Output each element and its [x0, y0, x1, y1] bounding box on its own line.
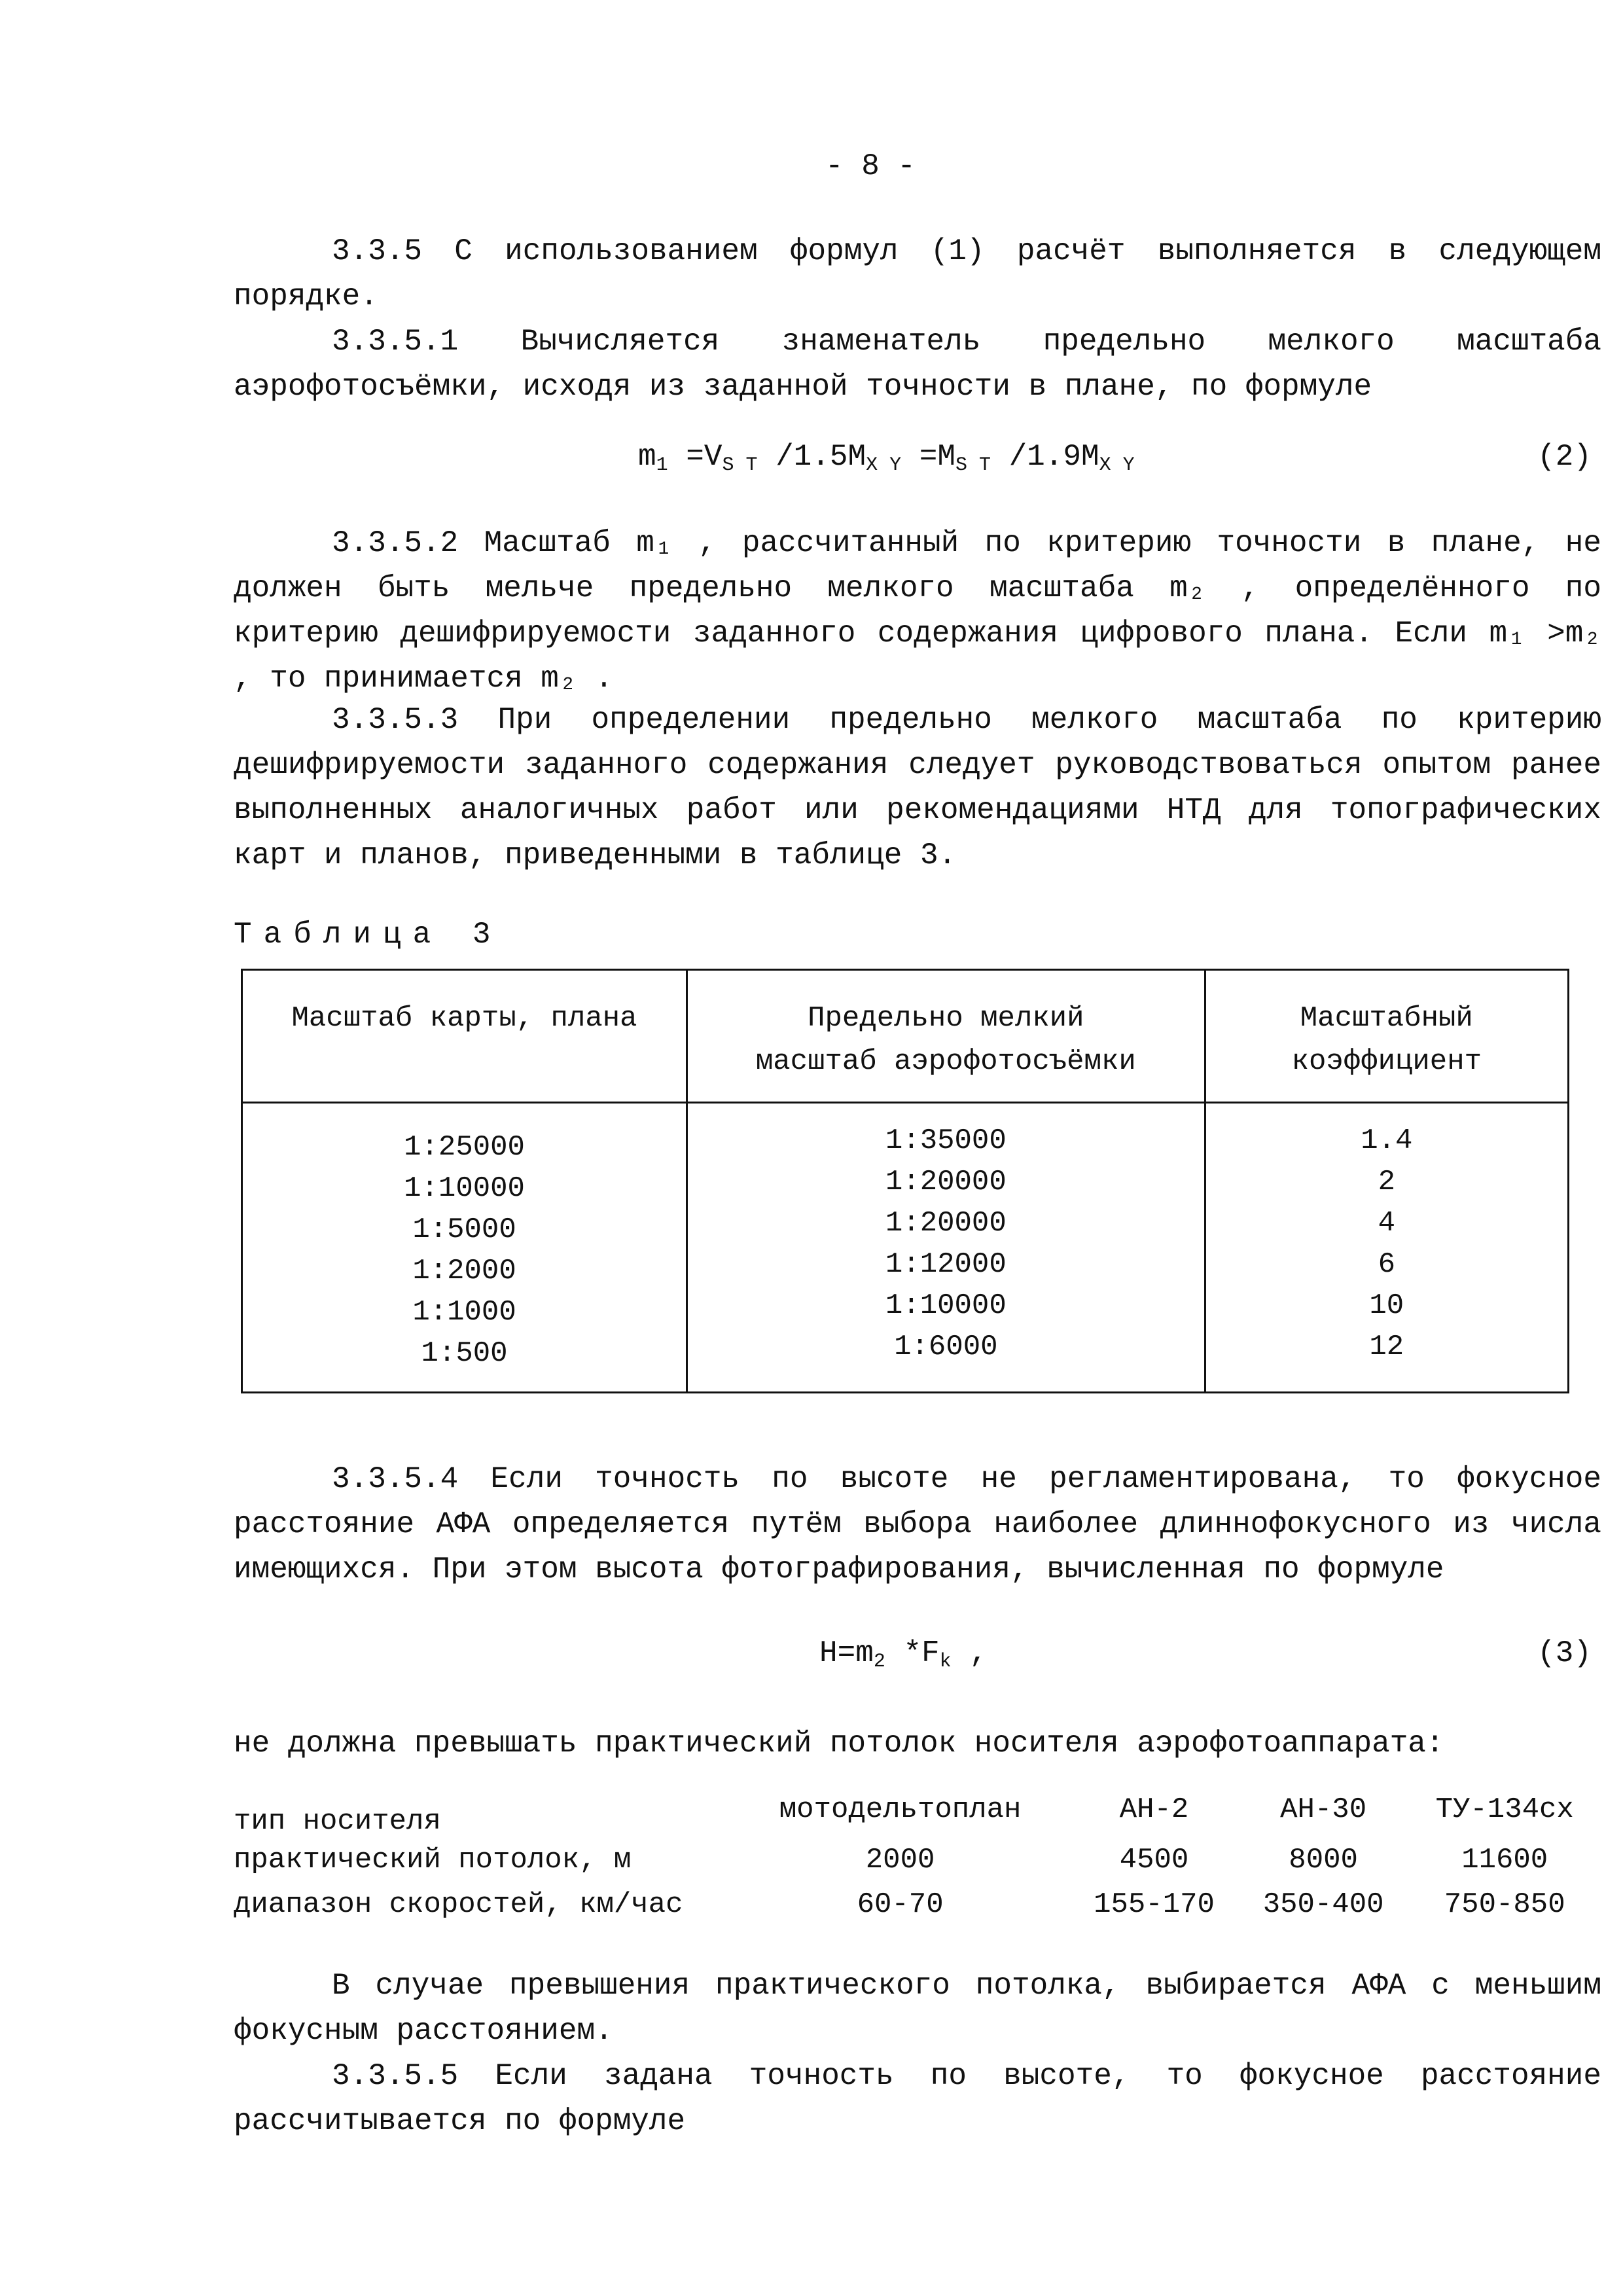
- label-speed-range: диапазон скоростей, км/час: [234, 1888, 683, 1921]
- formula-3-number: (3): [1537, 1636, 1592, 1670]
- paragraph-text: 3.3.5 С использованием формул (1) расчёт выполняется в следующем порядке.: [234, 234, 1601, 314]
- table-cell: 1:20000: [885, 1166, 1007, 1198]
- paragraph-3-3-5-4: [234, 1457, 1601, 1592]
- formula-2-number: (2): [1537, 440, 1592, 474]
- formula-3: $H=m_2$ $*F_k$ ,: [819, 1636, 988, 1673]
- table-cell: 1:20000: [885, 1207, 1007, 1240]
- paragraph-text: 3.3.5.5 Если задана точность по высоте, то фокусное расстояние рассчитывается по формуле: [234, 2059, 1601, 2138]
- table-cell: 1:1000: [412, 1296, 516, 1329]
- table-cell: 1:12000: [885, 1248, 1007, 1281]
- photo-scale-column: [687, 1103, 1205, 1393]
- carrier-ceiling: 11600: [1461, 1844, 1548, 1876]
- paragraph-text: 3.3.5.2 Масштаб m₁ , рассчитанный по критерию точности в плане, не должен быть мельче предельно мелкого масштаба m₂ , определённого по критерию дешифрируемости заданного содержания цифрового плана. Если m₁ >m₂ , то принимается m₂ .: [234, 526, 1601, 696]
- table-cell: 12: [1369, 1331, 1404, 1363]
- formula-2: $m_1 =V_{S T}$ $/1.5M_{X Y} =M_{S T}$ $/1.9M_{X Y}$: [638, 440, 1135, 476]
- table-header-row: [242, 970, 1569, 1103]
- table-cell: 1:10000: [404, 1172, 525, 1205]
- table-cell: 1:35000: [885, 1124, 1007, 1157]
- carrier-ceiling: 2000: [865, 1844, 935, 1876]
- table-cell: 1:10000: [885, 1289, 1007, 1322]
- table-cell: 6: [1378, 1248, 1395, 1281]
- coefficient-column: [1205, 1103, 1568, 1393]
- carrier-ceiling-row: [234, 1838, 1601, 1882]
- carrier-type: АН-30: [1280, 1793, 1367, 1826]
- carrier-ceiling: 8000: [1289, 1844, 1358, 1876]
- paragraph-3-3-5-1: [234, 319, 1601, 410]
- carrier-type: АН-2: [1119, 1793, 1189, 1826]
- table-cell: 1:6000: [894, 1331, 998, 1363]
- header-map-scale: Масштаб карты, плана: [242, 970, 687, 1103]
- table-3-caption: Таблица 3: [234, 918, 503, 952]
- table-cell: 1:5000: [412, 1213, 516, 1246]
- carrier-speed: 350-400: [1262, 1888, 1384, 1921]
- table-body-row: [242, 1103, 1569, 1393]
- table-cell: 1:25000: [404, 1131, 525, 1164]
- label-carrier-type: тип носителя: [234, 1805, 441, 1838]
- paragraph-3-3-5-3: [234, 698, 1601, 878]
- paragraph-3-3-5-2: [234, 521, 1601, 702]
- paragraph-text: 3.3.5.3 При определении предельно мелкого масштаба по критерию дешифрируемости заданного содержания следует руководствоваться опытом ранее выполненных аналогичных работ или рекомендациями НТД для топографических карт и планов, приведенными в таблице 3.: [234, 703, 1601, 872]
- carrier-type: мотодельтоплан: [779, 1793, 1022, 1826]
- header-photo-scale: Предельно мелкий масштаб аэрофотосъёмки: [687, 970, 1205, 1103]
- paragraph-text: 3.3.5.4 Если точность по высоте не регламентирована, то фокусное расстояние АФА определяется путём выбора наиболее длиннофокусного из числа имеющихся. При этом высота фотографирования, вычисленная по формуле: [234, 1462, 1601, 1587]
- paragraph-text: В случае превышения практического потолка, выбирается АФА с меньшим фокусным расстоянием.: [234, 1969, 1601, 2048]
- table-3: [241, 969, 1569, 1393]
- paragraph-ceiling-limit: [234, 1721, 1601, 1767]
- carrier-ceiling: 4500: [1119, 1844, 1189, 1876]
- table-cell: 1.4: [1361, 1124, 1413, 1157]
- paragraph-text: не должна превышать практический потолок носителя аэрофотоаппарата:: [234, 1727, 1444, 1761]
- table-cell: 1:2000: [412, 1255, 516, 1287]
- paragraph-3-3-5-5: [234, 2054, 1601, 2144]
- carrier-speed: 60-70: [857, 1888, 944, 1921]
- paragraph-ceiling-exceeded: [234, 1964, 1601, 2054]
- carrier-type-row: [234, 1793, 1601, 1838]
- carrier-speed: 750-850: [1444, 1888, 1565, 1921]
- carrier-type: ТУ-134сх: [1435, 1793, 1574, 1826]
- table-cell: 1:500: [421, 1337, 508, 1370]
- table-cell: 10: [1369, 1289, 1404, 1322]
- label-practical-ceiling: практический потолок, м: [234, 1844, 632, 1876]
- page-number: - 8 -: [825, 149, 916, 183]
- table-cell: 2: [1378, 1166, 1395, 1198]
- carrier-speed-row: [234, 1882, 1601, 1927]
- paragraph-text: 3.3.5.1 Вычисляется знаменатель предельно мелкого масштаба аэрофотосъёмки, исходя из заданной точности в плане, по формуле: [234, 325, 1601, 404]
- header-coefficient: Масштабный коэффициент: [1205, 970, 1568, 1103]
- carrier-specs: [234, 1793, 1601, 1927]
- table-cell: 4: [1378, 1207, 1395, 1240]
- map-scale-column: [242, 1103, 687, 1393]
- paragraph-3-3-5: [234, 229, 1601, 319]
- carrier-speed: 155-170: [1094, 1888, 1215, 1921]
